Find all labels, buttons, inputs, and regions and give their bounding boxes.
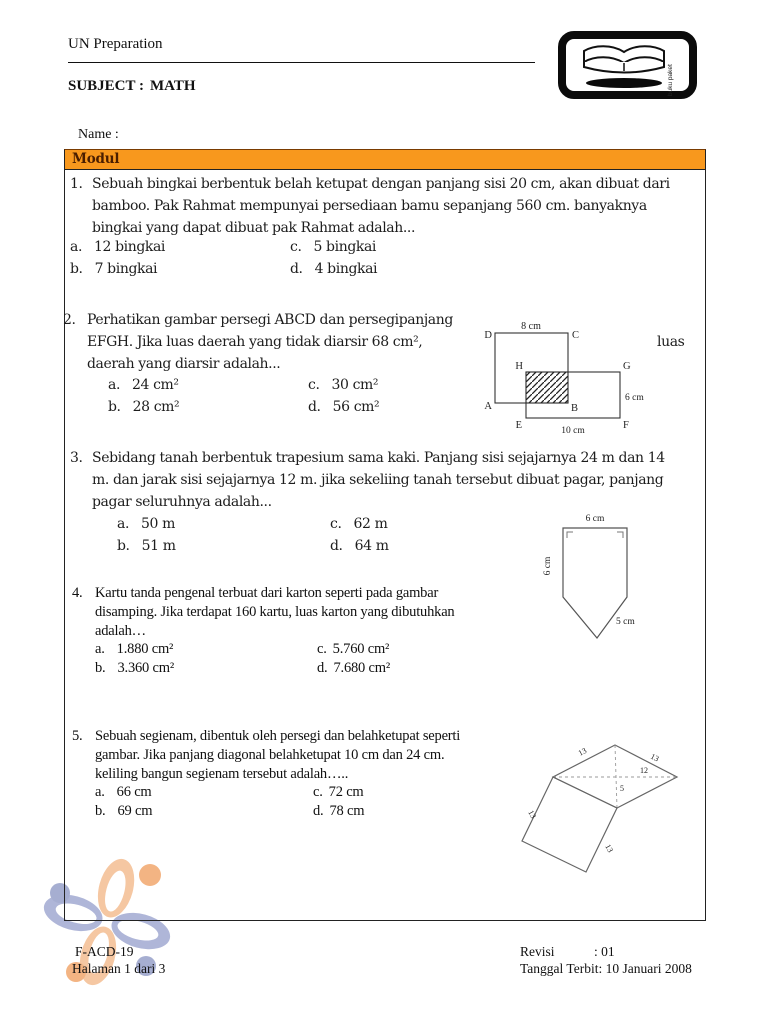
q5-number: 5.: [72, 728, 83, 744]
fig2-bottom-dim: 10 cm: [561, 426, 585, 436]
modul-label: Modul: [72, 151, 120, 167]
footer-revision-label: Revisi: [520, 944, 555, 959]
q1-option-c: c. 5 bingkai: [290, 239, 376, 255]
q2-number: 2.: [63, 312, 76, 328]
q3-option-c: c. 62 m: [330, 516, 388, 532]
corner-mark-left: [567, 532, 573, 538]
fig2-vertex-D: D: [484, 330, 492, 341]
corner-mark-right: [617, 532, 623, 538]
q2-option-b: b. 28 cm²: [108, 399, 180, 415]
q1-number: 1.: [70, 176, 83, 192]
q5-option-c: c. 72 cm: [313, 784, 364, 800]
header-rule: [68, 62, 535, 63]
q3-line3: pagar seluruhnya adalah...: [92, 494, 272, 510]
fig2-vertex-A: A: [484, 401, 492, 412]
q1-line3: bingkai yang dapat dibuat pak Rahmat adalah...: [92, 220, 416, 236]
faint-label-4: 5: [620, 784, 624, 793]
fig2-vertex-E: E: [515, 420, 522, 431]
q2-line1: Perhatikan gambar persegi ABCD dan persegipanjang: [87, 312, 453, 328]
q1-option-a: a. 12 bingkai: [70, 239, 165, 255]
q4-card-figure: [538, 510, 653, 650]
q2-line2: EFGH. Jika luas daerah yang tidak diarsir 68 cm²,: [87, 334, 423, 350]
fig2-vertex-F: F: [623, 420, 629, 431]
fig2-right-dim: 6 cm: [625, 393, 644, 403]
q2-line3: daerah yang diarsir adalah...: [87, 356, 281, 372]
q3-line1: Sebidang tanah berbentuk trapesium sama kaki. Panjang sisi sejajarnya 24 m dan 14: [92, 450, 665, 466]
faint-label-5: 13: [526, 808, 538, 821]
q4-option-d: d. 7.680 cm²: [317, 660, 390, 676]
q5-hexagon-figure: [500, 728, 690, 878]
faint-label-6: 13: [603, 842, 615, 855]
card-slant-dim: 5 cm: [616, 617, 635, 627]
q2-option-c: c. 30 cm²: [308, 377, 379, 393]
buku-paket-logo: [558, 31, 697, 99]
fig2-top-dim: 8 cm: [521, 321, 541, 332]
q4-number: 4.: [72, 585, 83, 601]
footer-revision-value: : 01: [594, 944, 615, 959]
square-outline: [522, 777, 617, 872]
faint-label-1: 13: [576, 746, 589, 758]
fig2-vertex-G: G: [623, 361, 631, 372]
q5-option-b: b. 69 cm: [95, 803, 153, 819]
footer-page-number: Halaman 1 dari 3: [72, 961, 166, 976]
subject-value: MATH: [150, 78, 196, 94]
footer-form-code: F-ACD-19: [75, 944, 134, 959]
rhombus-diagonal-vertical: [615, 745, 617, 808]
q4-option-b: b. 3.360 cm²: [95, 660, 174, 676]
card-side-dim: 6 cm: [543, 556, 553, 576]
q4-line2: disamping. Jika terdapat 160 kartu, luas karton yang dibutuhkan: [95, 604, 455, 620]
q1-option-d: d. 4 bingkai: [290, 261, 378, 277]
q3-number: 3.: [70, 450, 83, 466]
q1-line1: Sebuah bingkai berbentuk belah ketupat dengan panjang sisi 20 cm, akan dibuat dari: [92, 176, 670, 192]
q3-option-a: a. 50 m: [117, 516, 175, 532]
q3-option-b: b. 51 m: [117, 538, 176, 554]
q5-line3: keliling bangun segienam tersebut adalah…..: [95, 766, 349, 782]
footer-issue-date: Tanggal Terbit: 10 Januari 2008: [520, 961, 692, 976]
q2-option-d: d. 56 cm²: [308, 399, 380, 415]
fig2-vertex-H: H: [515, 361, 523, 372]
q4-line3: adalah…: [95, 623, 146, 639]
q1-option-b: b. 7 bingkai: [70, 261, 158, 277]
hatched-overlap: [526, 372, 568, 403]
q2-option-a: a. 24 cm²: [108, 377, 179, 393]
subject-label: SUBJECT :: [68, 78, 144, 94]
open-book-icon: [574, 41, 674, 89]
q1-line2: bamboo. Pak Rahmat mempunyai persediaan bamu sepanjang 560 cm. banyaknya: [92, 198, 647, 214]
q4-option-c: c. 5.760 cm²: [317, 641, 390, 657]
q3-line2: m. dan jarak sisi sejajarnya 12 m. jika sekeliing tanah tersebut dibuat pagar, panjang: [92, 472, 664, 488]
faint-label-2: 13: [649, 751, 661, 764]
card-top-dim: 6 cm: [585, 514, 605, 524]
faint-label-3: 12: [640, 766, 648, 775]
q4-line1: Kartu tanda pengenal terbuat dari karton seperti pada gambar: [95, 585, 439, 601]
q5-line1: Sebuah segienam, dibentuk oleh persegi dan belahketupat seperti: [95, 728, 461, 744]
q5-line2: gambar. Jika panjang diagonal belahketupat 10 cm dan 24 cm.: [95, 747, 445, 763]
q2-overlap-figure: [478, 316, 646, 436]
q4-option-a: a. 1.880 cm²: [95, 641, 174, 657]
doc-title: UN Preparation: [68, 36, 163, 52]
q5-option-d: d. 78 cm: [313, 803, 365, 819]
modul-header-bar: [64, 149, 706, 170]
fig2-vertex-C: C: [572, 330, 580, 341]
q3-option-d: d. 64 m: [330, 538, 389, 554]
fig2-vertex-B: B: [571, 403, 579, 414]
q5-option-a: a. 66 cm: [95, 784, 152, 800]
name-label: Name :: [78, 127, 119, 142]
q2-side-word: luas: [657, 334, 685, 350]
logo-vertical-text: buku paket: [667, 64, 674, 96]
